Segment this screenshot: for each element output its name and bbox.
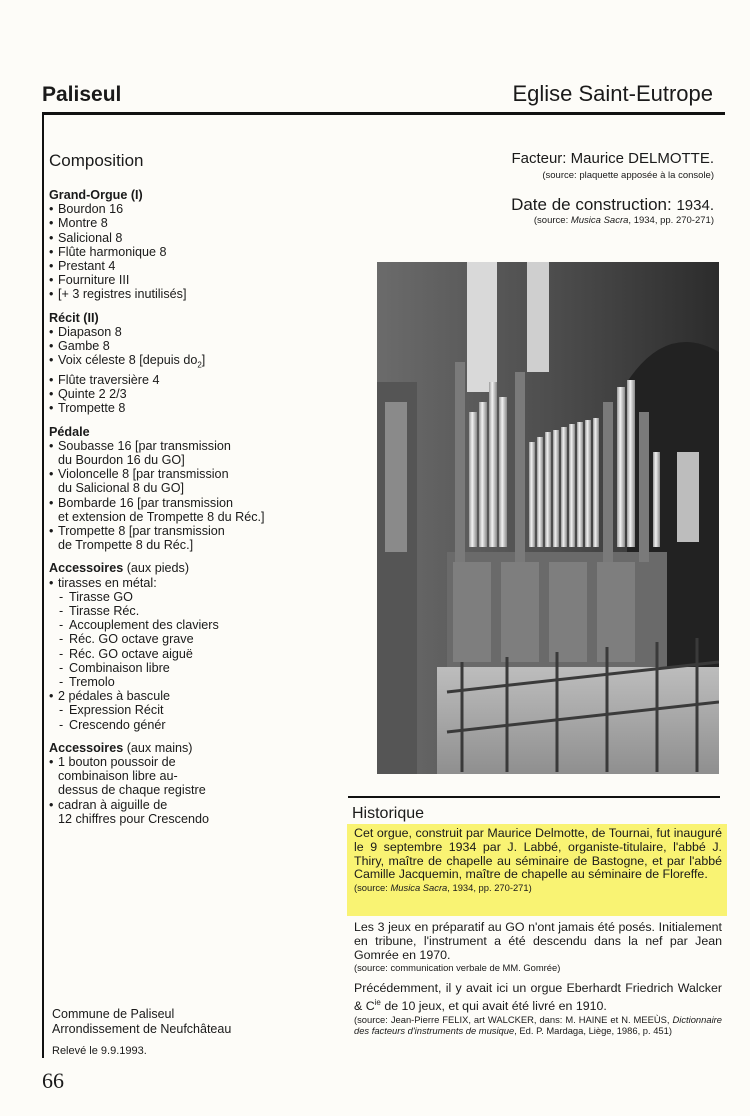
- section-title: Récit (II): [49, 310, 99, 325]
- section-title: Pédale: [49, 424, 90, 439]
- stop-item: • [+ 3 registres inutilisés]: [49, 287, 187, 302]
- stop-item-continuation: du Bourdon 16 du GO]: [58, 452, 185, 467]
- stop-item: • Violoncelle 8 [par transmission: [49, 467, 229, 482]
- accessory-item: • 2 pédales à bascule: [49, 689, 171, 704]
- accessory-item: • cadran à aiguille de: [49, 797, 168, 812]
- accessory-subitem: - Réc. GO octave grave: [59, 632, 194, 647]
- accessory-subitem: - Combinaison libre: [59, 660, 170, 675]
- historique-rule: [348, 796, 720, 798]
- historique-paragraph-2: Les 3 jeux en préparatif au GO n'ont jamais été posés. Initialement en tribune, l'instrument a été descendu dans la nef par Jean Gomrée en 1970. (source: communication verbale de MM. Gomrée): [354, 920, 722, 974]
- stop-item-continuation: de Trompette 8 du Réc.]: [58, 538, 194, 553]
- stop-item: • Quinte 2 2/3: [49, 387, 127, 402]
- header-rule: [42, 112, 725, 115]
- builder-line: Facteur: Maurice DELMOTTE.: [511, 150, 714, 167]
- accessory-subitem: - Tirasse GO: [59, 589, 133, 604]
- page-number: 66: [42, 1068, 64, 1093]
- accessory-item: • 1 bouton poussoir de: [49, 755, 176, 770]
- stop-item: • Soubasse 16 [par transmission: [49, 438, 231, 453]
- survey-date: Relevé le 9.9.1993.: [52, 1045, 147, 1057]
- accessory-subitem: - Réc. GO octave aiguë: [59, 646, 193, 661]
- stop-item: • Fourniture III: [49, 273, 130, 288]
- accessory-subitem: - Accouplement des claviers: [59, 618, 219, 633]
- stop-item: • Montre 8: [49, 216, 108, 231]
- section-title: Grand-Orgue (I): [49, 188, 143, 202]
- accessory-subitem: - Expression Récit: [59, 703, 164, 718]
- stop-item: • Voix céleste 8 [depuis $do_2$]: [49, 353, 206, 370]
- accessory-subitem: - Tremolo: [59, 675, 115, 690]
- stop-item: • Flûte traversière 4: [49, 372, 160, 387]
- stop-item-continuation: et extension de Trompette 8 du Réc.]: [58, 509, 265, 524]
- accessory-item-continuation: 12 chiffres pour Crescendo: [58, 811, 209, 826]
- builder-source: (source: plaquette apposée à la console): [542, 170, 714, 181]
- stop-item: • Trompette 8: [49, 401, 126, 416]
- stop-item: • Diapason 8: [49, 324, 122, 339]
- stop-item-continuation: du Salicional 8 du GO]: [58, 481, 185, 496]
- accessory-item: • tirasses en métal:: [49, 575, 157, 590]
- accessory-subitem: - Tirasse Réc.: [59, 604, 140, 618]
- accessory-item-continuation: dessus de chaque registre: [58, 783, 206, 798]
- stop-item: • Trompette 8 [par transmission: [49, 523, 225, 538]
- organ-photo-illustration: [377, 262, 719, 774]
- commune-info: Commune de Paliseul Arrondissement de Neufchâteau: [52, 1007, 232, 1036]
- left-margin-rule: [42, 114, 44, 1058]
- page-header-church: Eglise Saint-Eutrope: [512, 81, 713, 106]
- stop-item: • Gambe 8: [49, 339, 110, 354]
- stop-item: • Flûte harmonique 8: [49, 244, 167, 259]
- historique-paragraph-1: Cet orgue, construit par Maurice Delmotte, de Tournai, fut inauguré le 9 septembre 1934 par J. Labbé, organiste-titulaire, l'abbé J. Thiry, maître de chapelle au séminaire de Bastogne, et par l'abbé Camille Jacquemin, maître de chapelle au séminaire de Floreffe. (source: Musica Sacra, 1934, pp. 270-271): [354, 826, 722, 894]
- stop-item: • Prestant 4: [49, 259, 116, 274]
- composition-title: Composition: [49, 151, 144, 170]
- historique-paragraph-3: Précédemment, il y avait ici un orgue Eberhardt Friedrich Walcker & $C^{ie}$ de 10 jeux, et qui avait été livré en 1910. (source: Jean-Pierre FELIX, art WALCKER, dans: M. HAINE et N. MEEÙS, Dictionnaire des facteurs d'instruments de musique, Ed. P. Mardaga, Liège, 1986, p. 451): [354, 981, 722, 1036]
- construction-date-source: (source: Musica Sacra, 1934, pp. 270-271): [533, 215, 714, 226]
- stop-item: • Bourdon 16: [49, 202, 124, 217]
- page-header-town: Paliseul: [42, 83, 122, 106]
- stop-item: • Bombarde 16 [par transmission: [49, 495, 233, 510]
- stoplist: [49, 188, 349, 826]
- historique-title: Historique: [352, 805, 425, 822]
- construction-date-line: Date de construction: 1934.: [511, 195, 714, 214]
- section-title: Accessoires (aux pieds): [49, 561, 190, 576]
- stop-item: • Salicional 8: [49, 230, 123, 245]
- accessory-subitem: - Crescendo génér: [59, 717, 166, 732]
- organ-photo: [377, 262, 719, 774]
- accessory-item-continuation: combinaison libre au-: [58, 769, 178, 784]
- section-title: Accessoires (aux mains): [49, 740, 193, 755]
